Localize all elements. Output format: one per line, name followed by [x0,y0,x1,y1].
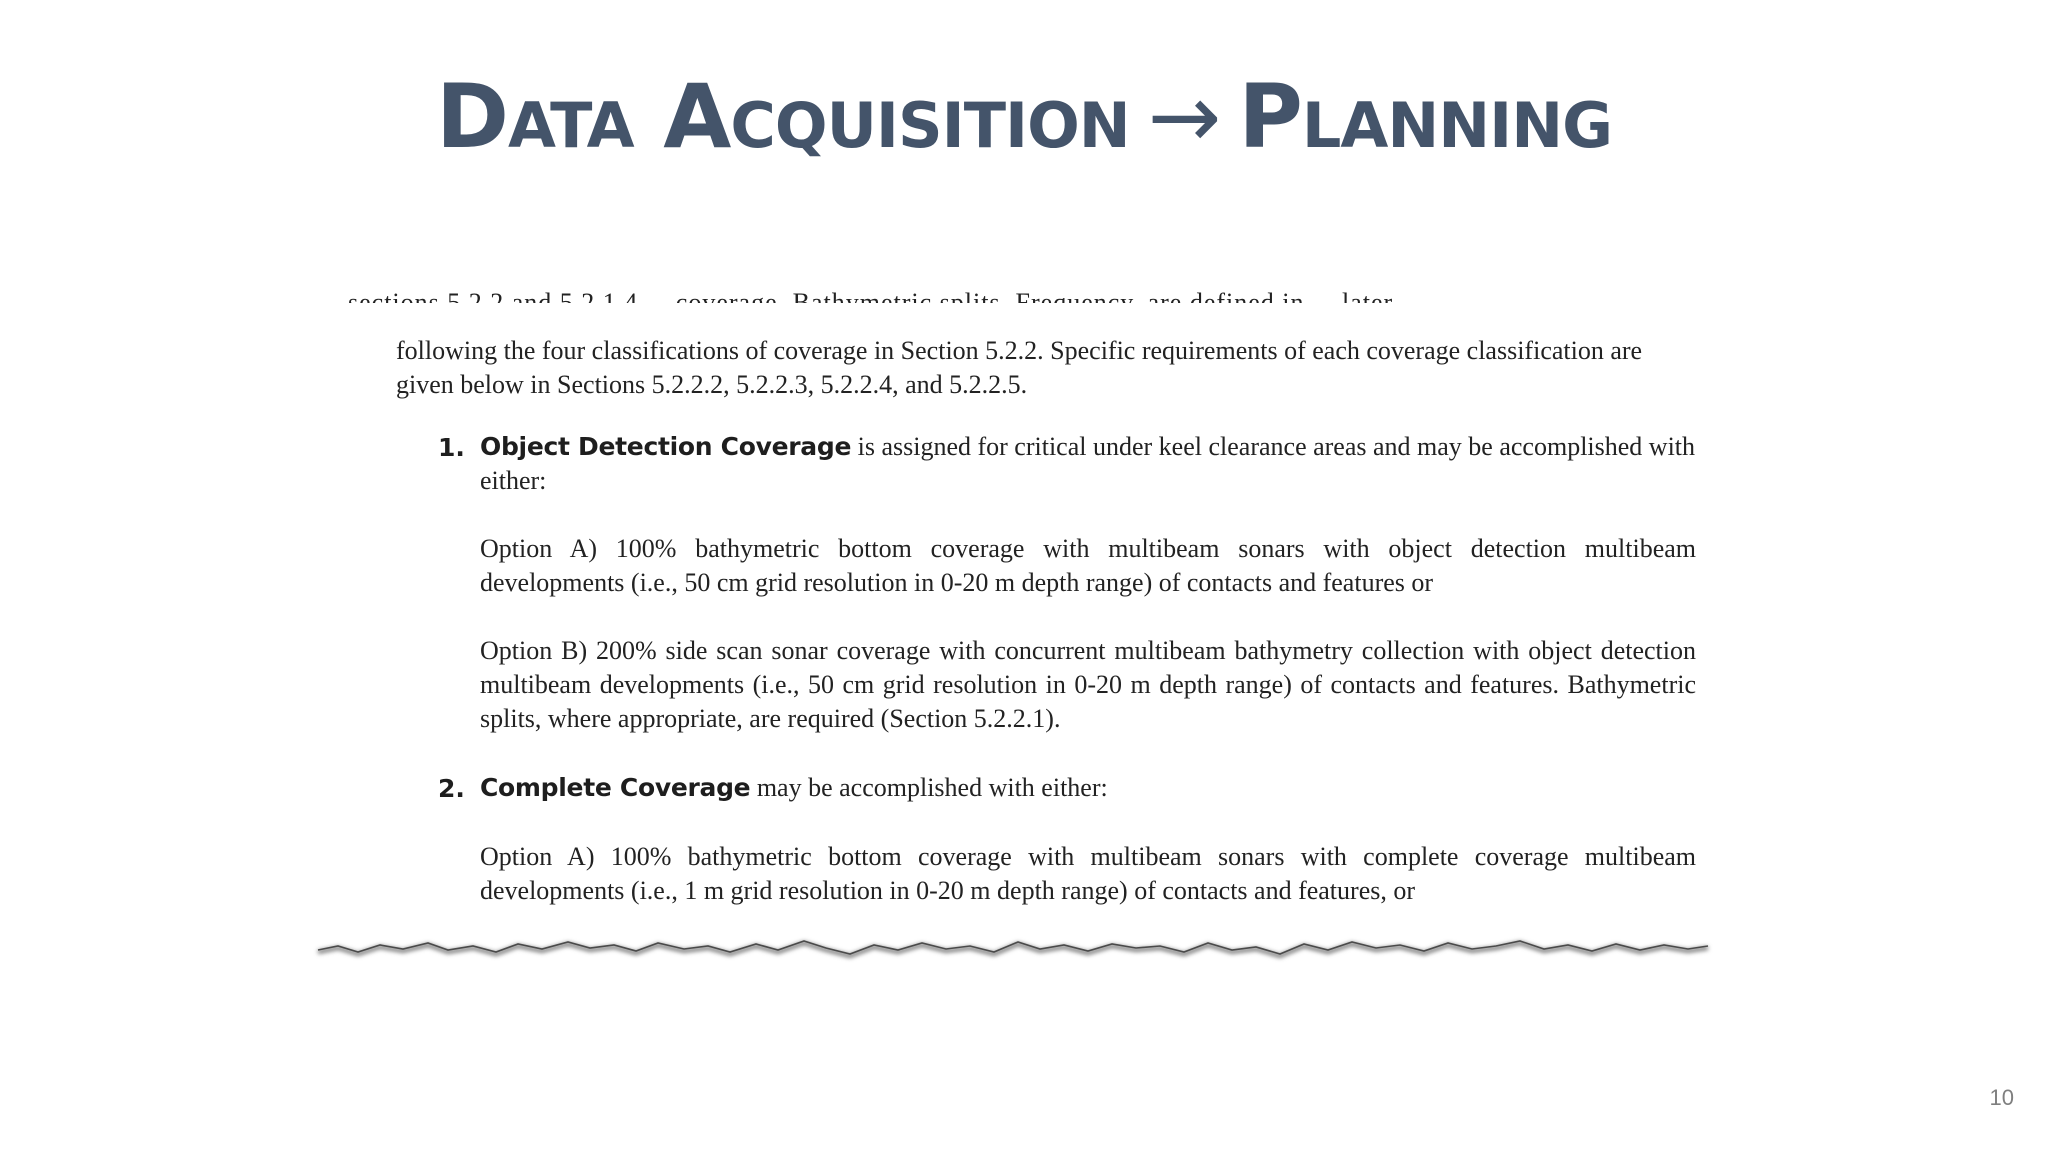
intro-paragraph: following the four classifications of coverage in Section 5.2.2. Specific requirements of each coverage classification are given below in Sections 5.2.2.2, 5.2.2.3, 5.2.2.4, and 5.2.2.5. [396,336,1643,399]
item-2-option-a: Option A) 100% bathymetric bottom coverage with multibeam sonars with complete coverage multibeam developments (i.e., 1 m grid resolution in 0-20 m depth range) of contacts and features, or [480,842,1696,905]
item-2-lead: may be accomplished with either: [750,773,1108,802]
page-number: 10 [1989,1085,2014,1110]
item-2-heading: Complete Coverage [480,773,751,802]
document-excerpt [318,303,1708,965]
item-1-paragraph [480,430,1696,498]
torn-paper-edge [318,930,1708,970]
item-2-paragraph [480,771,1696,805]
title-right: Planning [1238,65,1613,168]
item-1-number: 1. [438,433,465,462]
title-arrow: → [1147,65,1221,168]
torn-top-mask [318,303,1708,317]
torn-top-line [318,303,1708,329]
title-left: Data Acquisition [435,65,1130,168]
item-1-option-a: Option A) 100% bathymetric bottom coverage with multibeam sonars with object detection multibeam developments (i.e., 50 cm grid resolution in 0-20 m depth range) of contacts and features or [480,534,1696,597]
item-2-number: 2. [438,774,465,803]
slide-title [0,62,2048,172]
item-1-heading: Object Detection Coverage [480,432,852,461]
item-1-option-b: Option B) 200% side scan sonar coverage with concurrent multibeam bathymetry collection with object detection multibeam developments (i.e., 50 cm grid resolution in 0-20 m depth range) of contacts and features. Bathymetric splits, where appropriate, are required (Section 5.2.2.1). [480,636,1696,733]
item-1-lead: is assigned for critical under keel clearance areas and may be accomplished with either: [480,432,1696,495]
